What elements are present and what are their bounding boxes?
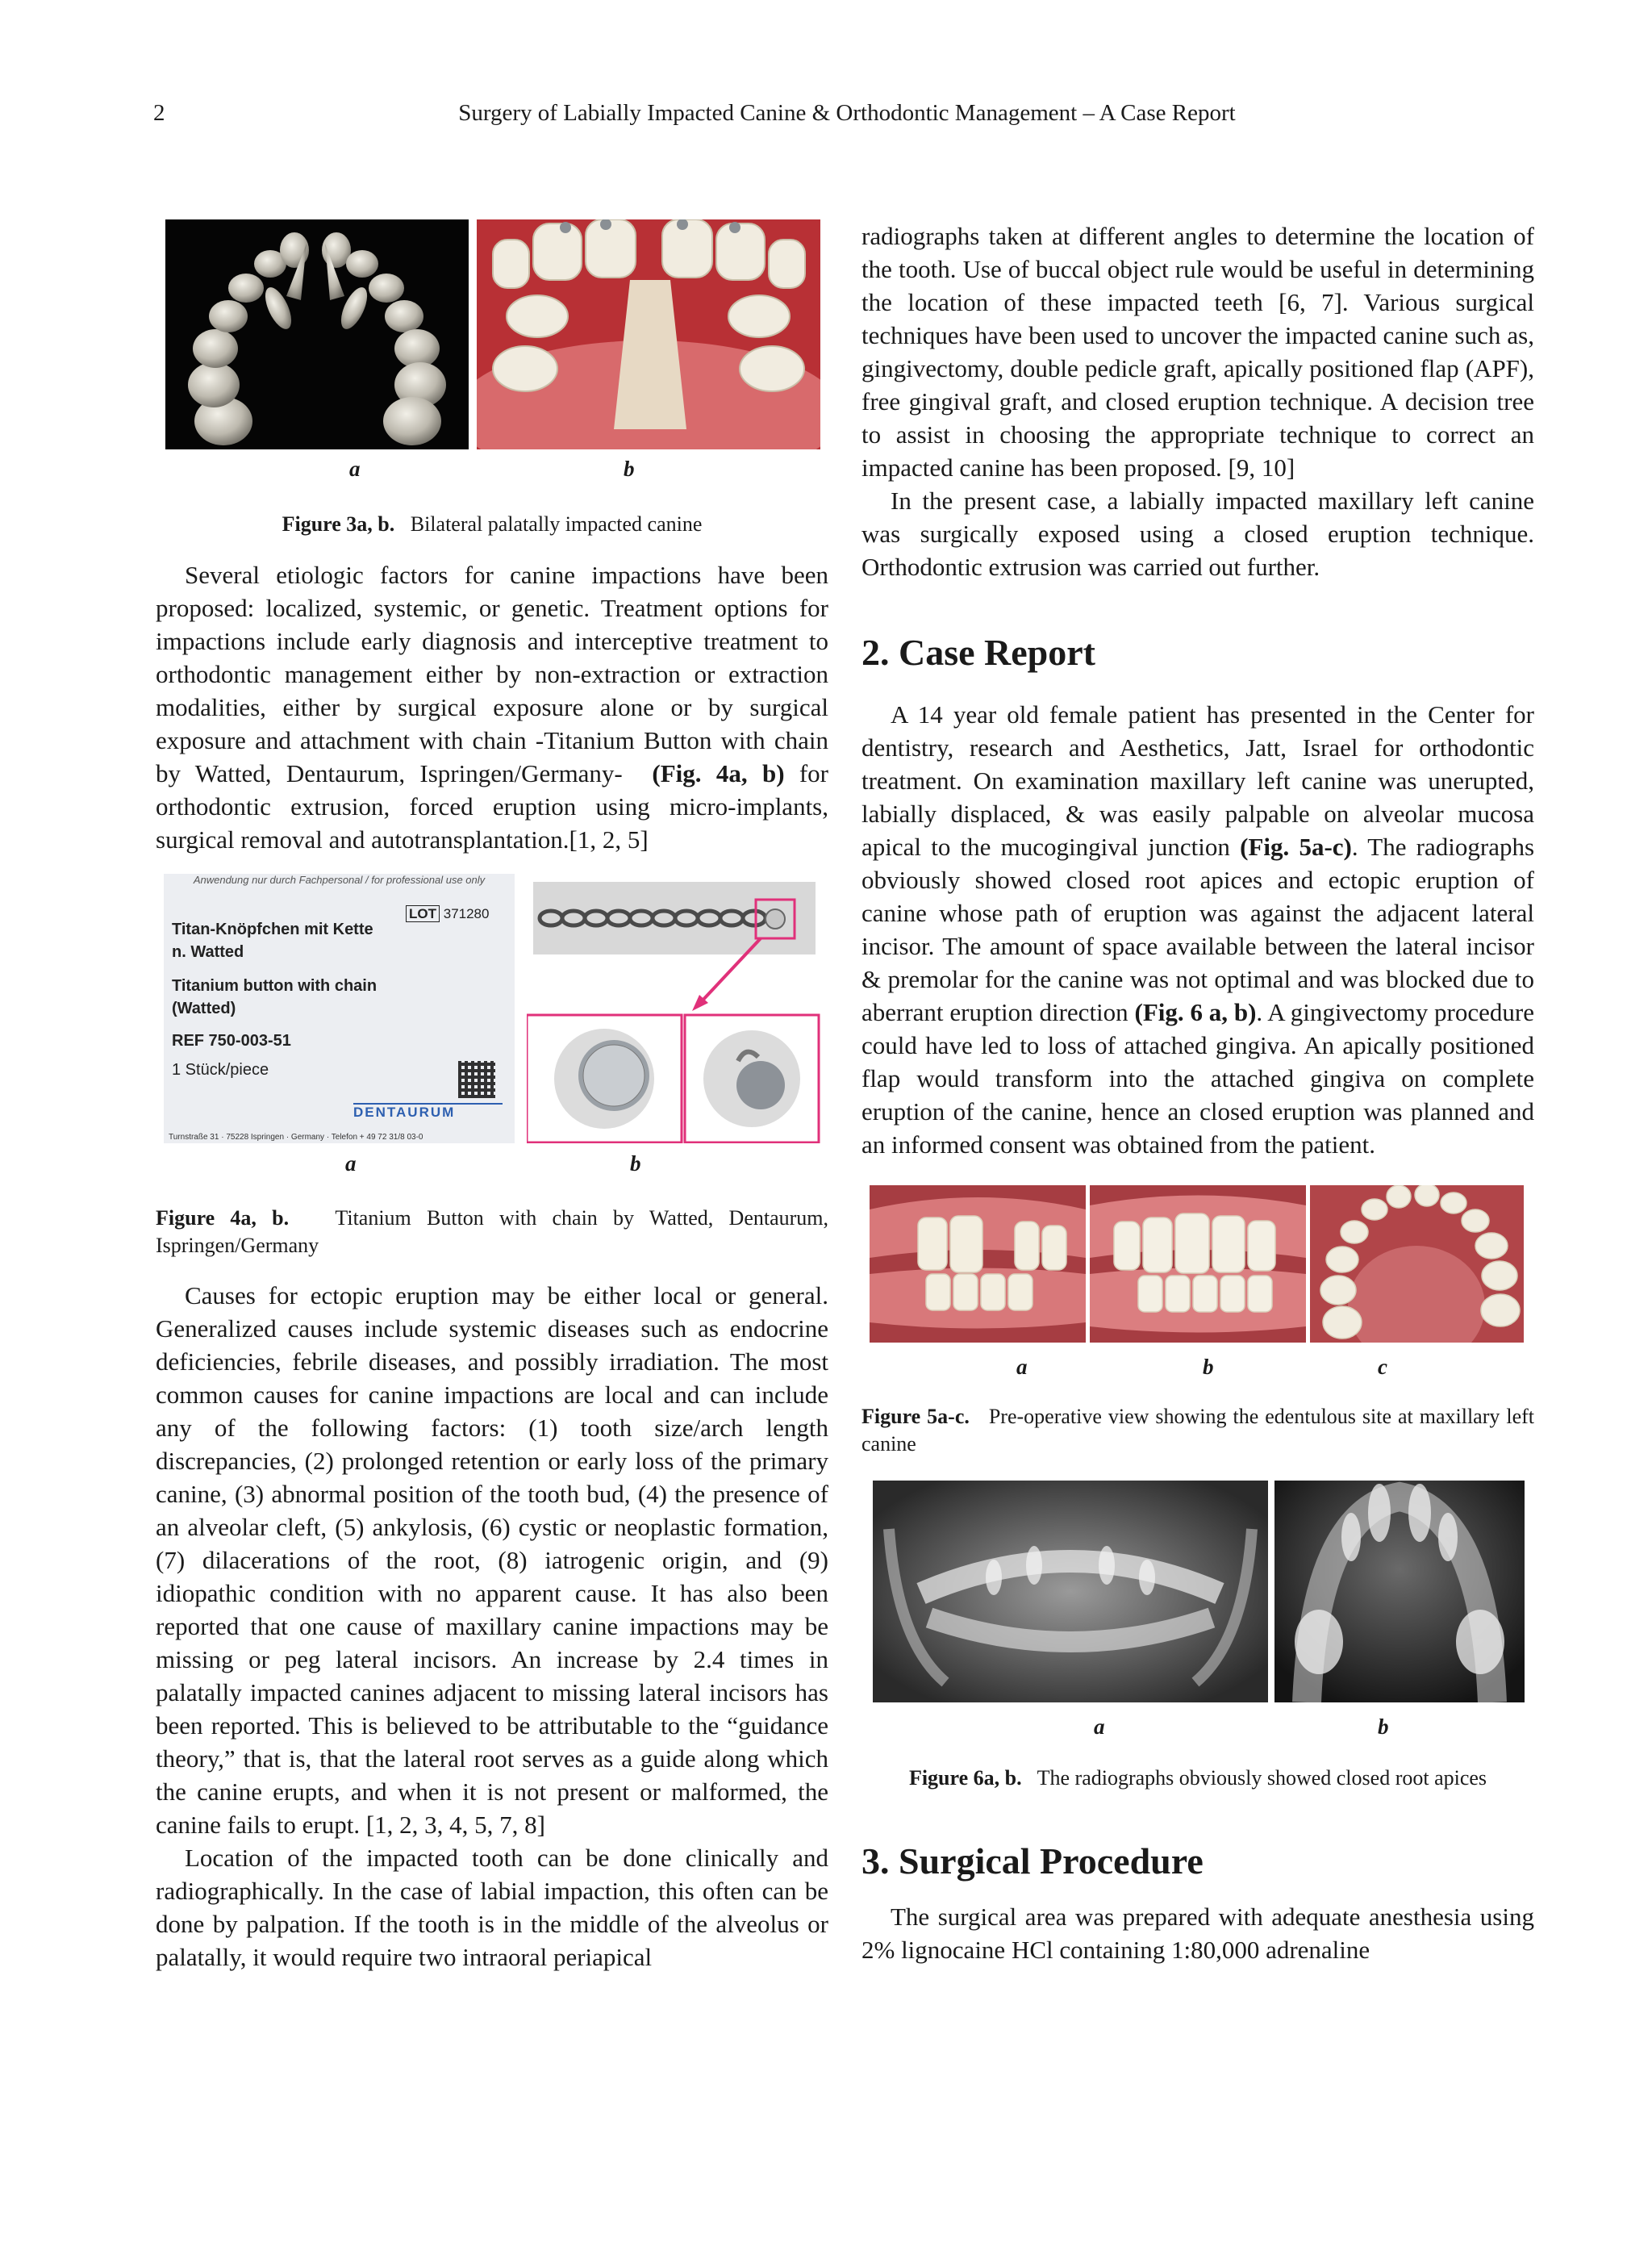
figure-4a-package-label bbox=[164, 874, 515, 1143]
figure-3-label-b: b bbox=[624, 457, 635, 481]
figure-5b-photo bbox=[1090, 1185, 1306, 1343]
figure-4-caption-id: Figure 4a, b. bbox=[156, 1206, 290, 1230]
running-head bbox=[153, 97, 1541, 129]
right-paragraph-0: radiographs taken at different angles to determine the location of the tooth. Use of buccal object rule would be useful in determining the location of these impacted teeth [6, 7]. Various surgical techniques have been used to uncover the impacted canine such as, gingivectomy, double pedicle graft, apically positioned flap (APF), free gingival graft, and closed eruption technique. A decision tree to assist in choosing the appropriate technique to correct an impacted canine has been proposed. [9, 10] bbox=[861, 222, 1534, 482]
figure-5-label-b: b bbox=[1203, 1355, 1214, 1379]
left-paragraph-2: Causes for ectopic eruption may be either local or general. Generalized causes include systemic diseases such as endocrine deficiencies, febrile diseases, and possibly irradiation. The most common causes for canine impactions are local and can include any of the following factors: (1) tooth size/arch length discrepancies, (2) prolonged retention or early loss of the primary canine, (3) abnormal position of the tooth bud, (4) the presence of an alveolar cleft, (5) ankylosis, (6) cystic or neoplastic formation, (7) dilacerations of the root, (8) iatrogenic origin, and (9) idiopathic condition with no apparent cause. It has also been reported that one cause of maxillary canine impactions may be missing or peg lateral incisors. An increase by 2.4 times in palatally impacted canines adjacent to missing lateral incisors has been reported. This is believed to be attributable to the “guidance theory,” that is, that the lateral root serves as a guide along which the canine erupts, and when it is not present or malformed, the canine fails to erupt. [1, 2, 3, 4, 5, 7, 8] bbox=[156, 1281, 828, 1839]
section-heading-surgical-procedure: 3. Surgical Procedure bbox=[861, 1840, 1204, 1882]
section-heading-case-report: 2. Case Report bbox=[861, 632, 1095, 673]
page-number: 2 bbox=[153, 100, 165, 126]
figure-6a-panoramic-xray bbox=[873, 1481, 1268, 1702]
package-line-4: (Watted) bbox=[172, 1000, 236, 1017]
figure-5 bbox=[861, 1185, 1534, 1466]
figure-6-caption bbox=[861, 1765, 1534, 1792]
figure-3-caption-id: Figure 3a, b. bbox=[282, 512, 395, 536]
package-address: Turnstraße 31 · 75228 Ispringen · Germany · Telefon + 49 72 31/8 03-0 bbox=[169, 1133, 423, 1142]
left-column bbox=[156, 219, 828, 1974]
figure-4-caption-text: Titanium Button with chain by Watted, Dentaurum, Ispringen/Germany bbox=[156, 1206, 829, 1257]
left-paragraph-3: Location of the impacted tooth can be done clinically and radiographically. In the case of labial impaction, this often can be done by palpation. If the tooth is in the middle of the alveolus or palatally, it would require two intraoral periapical bbox=[156, 1844, 828, 1971]
package-brand-logo: DENTAURUM bbox=[353, 1103, 503, 1119]
figure-6-caption-text: The radiographs obviously showed closed root apices bbox=[1037, 1766, 1487, 1790]
figure-5-label-a: a bbox=[1016, 1355, 1028, 1379]
package-qr-icon bbox=[458, 1061, 495, 1098]
figure-6b-occlusal-xray bbox=[1274, 1481, 1525, 1702]
ref-fig-4: (Fig. 4a, b) bbox=[652, 759, 785, 787]
running-title: Surgery of Labially Impacted Canine & Orthodontic Management – A Case Report bbox=[458, 100, 1236, 126]
package-lot-label: LOT bbox=[406, 905, 440, 922]
figure-6-caption-id: Figure 6a, b. bbox=[908, 1766, 1022, 1790]
package-line-1: Titan-Knöpfchen mit Kette bbox=[172, 921, 373, 938]
figure-4b-button-chain-photo bbox=[527, 874, 821, 1143]
figure-5-caption-text: Pre-operative view showing the edentulous site at maxillary left canine bbox=[861, 1405, 1535, 1456]
figure-6 bbox=[861, 1481, 1534, 1819]
package-line-3: Titanium button with chain bbox=[172, 977, 378, 995]
package-line-2: n. Watted bbox=[172, 943, 244, 961]
figure-3 bbox=[156, 219, 828, 542]
right-column bbox=[861, 219, 1534, 1966]
figure-4 bbox=[156, 874, 828, 1261]
figure-4-label-a: a bbox=[345, 1151, 357, 1176]
package-top-strip: Anwendung nur durch Fachpersonal / for professional use only bbox=[193, 874, 486, 886]
figure-3b-surgical-photo bbox=[477, 219, 820, 449]
figure-5c-photo bbox=[1310, 1185, 1524, 1343]
package-qty: 1 Stück/piece bbox=[172, 1061, 269, 1079]
ref-fig-6: (Fig. 6 a, b) bbox=[1134, 998, 1257, 1026]
figure-3-caption-text: Bilateral palatally impacted canine bbox=[410, 512, 703, 536]
package-lot-number: 371280 bbox=[443, 906, 490, 921]
figure-3-label-a: a bbox=[349, 457, 361, 481]
right-paragraph-1: In the present case, a labially impacted maxillary left canine was surgically exposed using a closed eruption technique. Orthodontic extrusion was carried out further. bbox=[861, 487, 1534, 581]
figure-5-caption bbox=[861, 1403, 1534, 1458]
figure-6-label-b: b bbox=[1378, 1715, 1389, 1739]
figure-5-label-c: c bbox=[1378, 1355, 1387, 1379]
figure-4-caption bbox=[156, 1205, 828, 1259]
figure-4-label-b: b bbox=[630, 1151, 641, 1176]
figure-6-label-a: a bbox=[1094, 1715, 1105, 1739]
right-paragraph-3: The surgical area was prepared with adequate anesthesia using 2% lignocaine HCl containing 1:80,000 adrenaline bbox=[861, 1903, 1534, 1964]
ref-fig-5: (Fig. 5a-c) bbox=[1240, 833, 1352, 861]
figure-5-caption-id: Figure 5a-c. bbox=[861, 1405, 970, 1428]
package-ref: REF 750-003-51 bbox=[172, 1032, 291, 1050]
left-paragraph-1: Several etiologic factors for canine impactions have been proposed: localized, systemic, or genetic. Treatment options for impactions include early diagnosis and interceptive treatment to orthodontic management either by non-extraction or extraction modalities, either by surgical exposure alone or by surgical exposure and attachment with chain -Titanium Button with chain by Watted, Dentaurum, Ispringen/Germany- (Fig. 4a, b) for orthodontic extrusion, forced eruption using micro-implants, surgical removal and autotransplantation.[1, 2, 5] bbox=[156, 561, 828, 854]
figure-3-caption bbox=[156, 511, 828, 538]
figure-5a-photo bbox=[870, 1185, 1086, 1343]
right-paragraph-2: A 14 year old female patient has presented in the Center for dentistry, research and Aesthetics, Jatt, Israel for orthodontic treatment. On examination maxillary left canine was unerupted, labially displaced, & was easily palpable on alveolar mucosa apical to the mucogingival junction (Fig. 5a-c). The radiographs obviously showed closed root apices and ectopic eruption of canine whose path of eruption was against the adjacent lateral incisor. The amount of space available between the lateral incisor & premolar for the canine was not optimal and was blocked due to aberrant eruption direction (Fig. 6 a, b). A gingivectomy procedure could have led to loss of attached gingiva. An apically positioned flap would transform into the attached gingiva on complete eruption of the canine, hence an closed eruption was planned and an informed consent was obtained from the patient. bbox=[861, 700, 1535, 1159]
figure-3a-cbct-image bbox=[165, 219, 469, 449]
